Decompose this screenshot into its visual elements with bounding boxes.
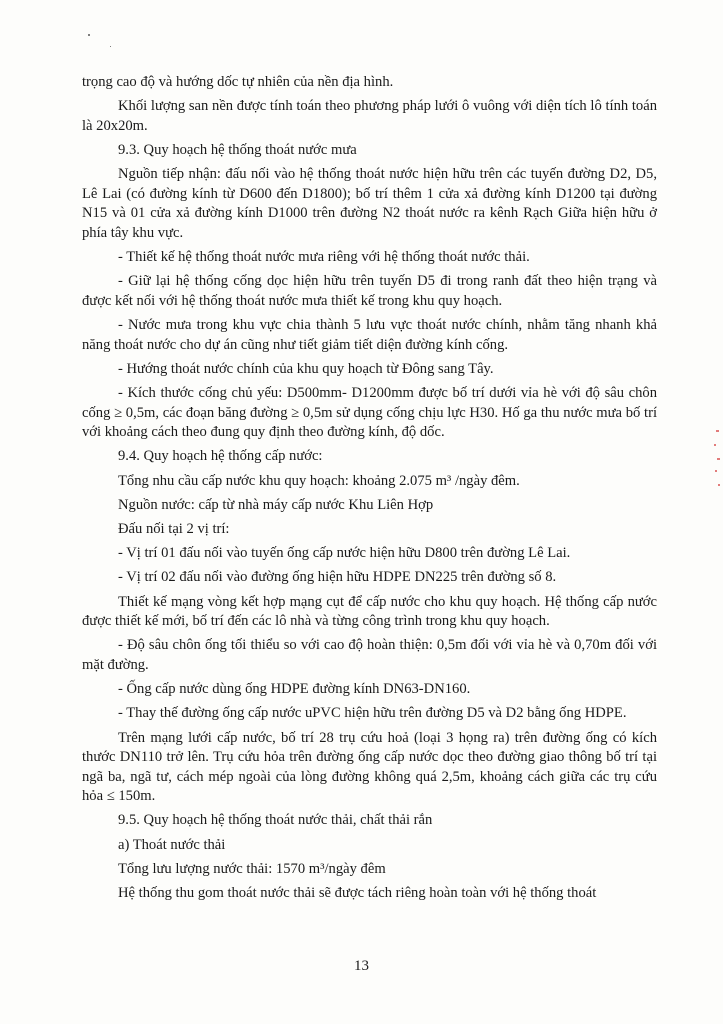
list-item: - Ống cấp nước dùng ống HDPE đường kính DN63-DN160. [118, 681, 471, 698]
list-item: - Thay thế đường ống cấp nước uPVC hiện hữu trên đường D5 và D2 bằng ống HDPE. [118, 705, 627, 722]
list-item: - Hướng thoát nước chính của khu quy hoạch từ Đông sang Tây. [118, 360, 494, 377]
paragraph: Nguồn tiếp nhận: đấu nối vào hệ thống thoát nước hiện hữu trên các tuyến đường D2, D5, Lê Lai (có đường kính từ D600 đến D1800); bố trí thêm 1 cửa xả đường kính D1200 tại đường N15 và 01 cửa xả đường kính D1000 trên đường N2 thoát nước ra kênh Rạch Giữa hiện hữu ở phía tây khu vực. [82, 166, 657, 241]
paragraph: Hệ thống thu gom thoát nước thải sẽ được tách riêng hoàn toàn với hệ thống thoát [118, 885, 597, 902]
document-body [82, 73, 657, 908]
scan-speck [88, 34, 90, 36]
paragraph: Nguồn nước: cấp từ nhà máy cấp nước Khu Liên Hợp [118, 496, 434, 513]
stamp-edge-mark [716, 430, 719, 432]
paragraph: Tổng lưu lượng nước thải: 1570 m³/ngày đêm [118, 860, 386, 877]
page-number: 13 [354, 958, 369, 974]
list-item: - Giữ lại hệ thống cống dọc hiện hữu trên tuyến D5 đi trong ranh đất theo hiện trạng và được kết nối với hệ thống thoát nước mưa thiết kế trong khu quy hoạch. [82, 273, 657, 309]
paragraph: Thiết kế mạng vòng kết hợp mạng cụt để cấp nước cho khu quy hoạch. Hệ thống cấp nước được thiết kế mới, bố trí đến các lô nhà và từng công trình trong khu quy hoạch. [82, 593, 657, 630]
list-item: - Độ sâu chôn ống tối thiểu so với cao độ hoàn thiện: 0,5m đối với vỉa hè và 0,70m đối với mặt đường. [82, 637, 657, 673]
list-item: - Vị trí 02 đấu nối vào đường ống hiện hữu HDPE DN225 trên đường số 8. [118, 569, 557, 586]
scan-speck [110, 46, 111, 47]
stamp-edge-mark [718, 484, 720, 486]
list-item: - Thiết kế hệ thống thoát nước mưa riêng với hệ thống thoát nước thải. [118, 249, 530, 266]
section-heading: 9.3. Quy hoạch hệ thống thoát nước mưa [118, 141, 357, 158]
list-item: - Nước mưa trong khu vực chia thành 5 lưu vực thoát nước chính, nhằm tăng nhanh khả năng thoát nước cho dự án cũng như tiết giảm tiết diện đường kính cống. [82, 317, 657, 353]
paragraph: trọng cao độ và hướng dốc tự nhiên của nền địa hình. [82, 74, 394, 90]
paragraph: Khối lượng san nền được tính toán theo phương pháp lưới ô vuông với diện tích lô tính toán là 20x20m. [82, 98, 657, 134]
stamp-edge-mark [717, 458, 720, 460]
list-item: - Vị trí 01 đấu nối vào tuyến ống cấp nước hiện hữu D800 trên đường Lê Lai. [118, 545, 571, 562]
paragraph: Trên mạng lưới cấp nước, bố trí 28 trụ cứu hoả (loại 3 họng ra) trên đường ống có kích thước DN110 trở lên. Trụ cứu hỏa trên đường ống cấp nước dọc theo đường giao thông bố trí tại ngã ba, ngã tư, cách mép ngoài của lòng đường không quá 2,5m, khoảng cách giữa các trụ cứu hỏa ≤ 150m. [82, 729, 657, 805]
subsection-heading: a) Thoát nước thải [118, 836, 226, 853]
list-item: - Kích thước cống chủ yếu: D500mm- D1200mm được bố trí dưới vỉa hè với độ sâu chôn cống ≥ 0,5m, các đoạn băng đường ≥ 0,5m sử dụng cống chịu lực H30. Hố ga thu nước mưa bố trí với khoảng cách theo đung quy định theo đường kính, độ dốc. [82, 385, 657, 441]
stamp-edge-mark [715, 470, 717, 472]
section-heading: 9.4. Quy hoạch hệ thống cấp nước: [118, 448, 323, 465]
stamp-edge-mark [714, 444, 716, 446]
section-heading: 9.5. Quy hoạch hệ thống thoát nước thải, chất thải rắn [118, 812, 433, 829]
paragraph: Đấu nối tại 2 vị trí: [118, 521, 230, 537]
paragraph: Tổng nhu cầu cấp nước khu quy hoạch: khoảng 2.075 m³ /ngày đêm. [118, 472, 520, 489]
